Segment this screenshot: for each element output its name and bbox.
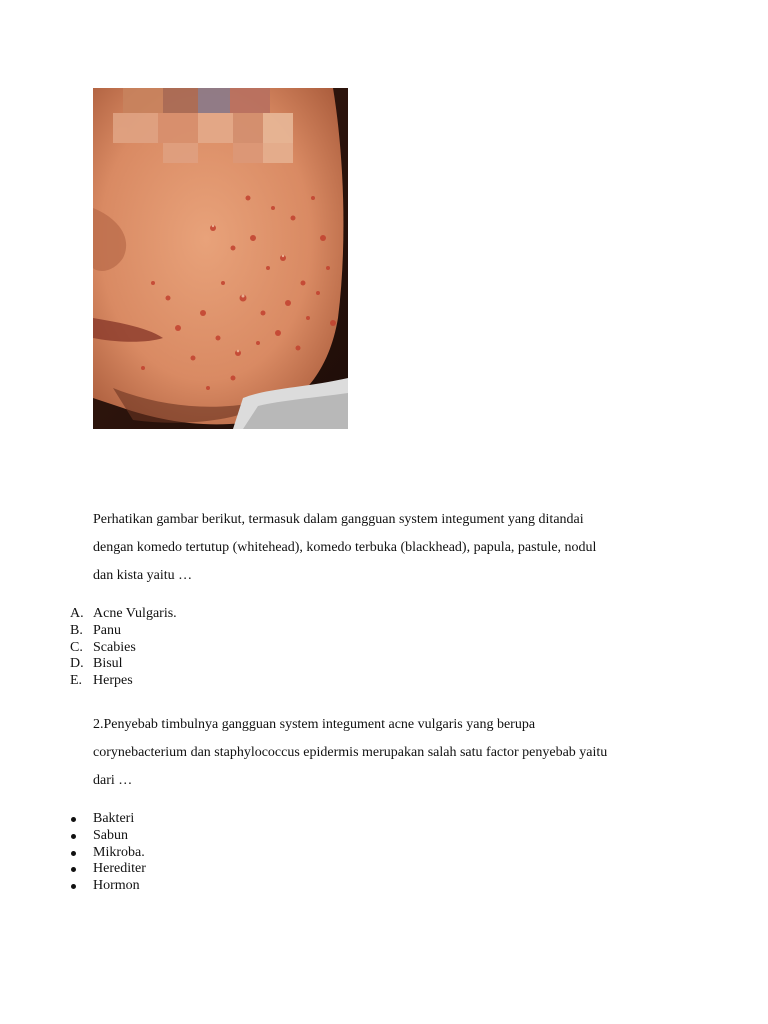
question-1-text [93, 506, 693, 590]
bullet-icon [71, 817, 76, 822]
question-1-line-3: dan kista yaitu … [93, 568, 193, 583]
bullet-text: Bakteri [93, 811, 135, 826]
question-2-text [93, 711, 693, 795]
option-letter: C. [70, 639, 83, 655]
bullet-icon [71, 884, 76, 889]
option-text: Panu [93, 622, 121, 638]
bullet-icon [71, 867, 76, 872]
bullet-text: Hormon [93, 878, 140, 894]
option-text: Acne Vulgaris. [93, 606, 177, 621]
question-2-line-1: 2.Penyebab timbulnya gangguan system integument acne vulgaris yang berupa [93, 717, 536, 732]
option-text: Scabies [93, 639, 136, 655]
acne-face-illustration [93, 88, 348, 429]
bullet-text: Herediter [93, 861, 146, 877]
bullet-icon [71, 834, 76, 839]
option-text: Bisul [93, 656, 123, 672]
bullet-text: Mikroba. [93, 844, 145, 860]
option-letter: E. [70, 673, 83, 689]
option-letter: A. [70, 606, 84, 621]
question-2-line-2: corynebacterium dan staphylococcus epidermis merupakan salah satu factor penyebab yaitu [93, 745, 608, 760]
question-1-line-2: dengan komedo tertutup (whitehead), komedo terbuka (blackhead), papula, pastule, nodul [93, 540, 597, 555]
question-1-line-1: Perhatikan gambar berikut, termasuk dalam gangguan system integument yang ditandai [93, 512, 584, 527]
question-2-line-3: dari … [93, 773, 133, 788]
bullet-text: Sabun [93, 827, 128, 843]
option-letter: B. [70, 622, 83, 638]
bullet-icon [71, 851, 76, 856]
acne-face-photo [93, 88, 348, 429]
option-text: Herpes [93, 673, 133, 689]
option-letter: D. [70, 656, 84, 672]
